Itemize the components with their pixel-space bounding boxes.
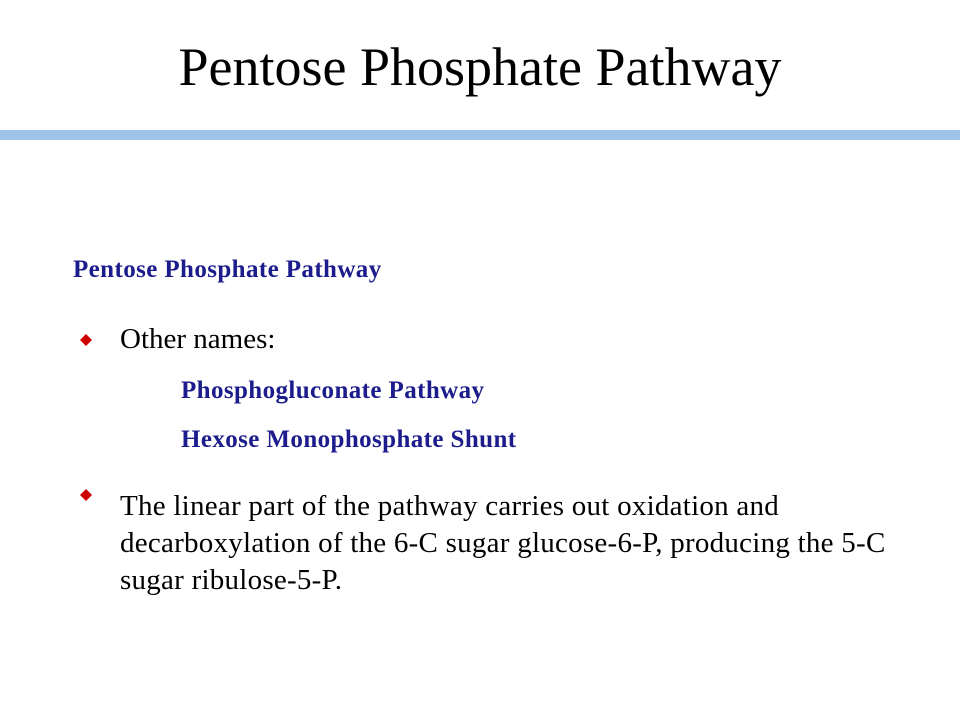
diamond-bullet-icon <box>80 489 92 501</box>
title-divider <box>0 130 960 140</box>
section-heading: Pentose Phosphate Pathway <box>73 256 382 283</box>
bullet-text: The linear part of the pathway carries out oxidation and decarboxylation of the 6-C sugar glucose-6-P, producing the 5-C sugar ribulose-5-P. <box>120 490 886 597</box>
bullet-text: Other names: <box>120 323 276 355</box>
diamond-bullet-icon <box>80 334 92 346</box>
alternate-name: Hexose Monophosphate Shunt <box>181 426 517 453</box>
alternate-name: Phosphogluconate Pathway <box>181 377 485 404</box>
slide-title: Pentose Phosphate Pathway <box>178 37 782 97</box>
